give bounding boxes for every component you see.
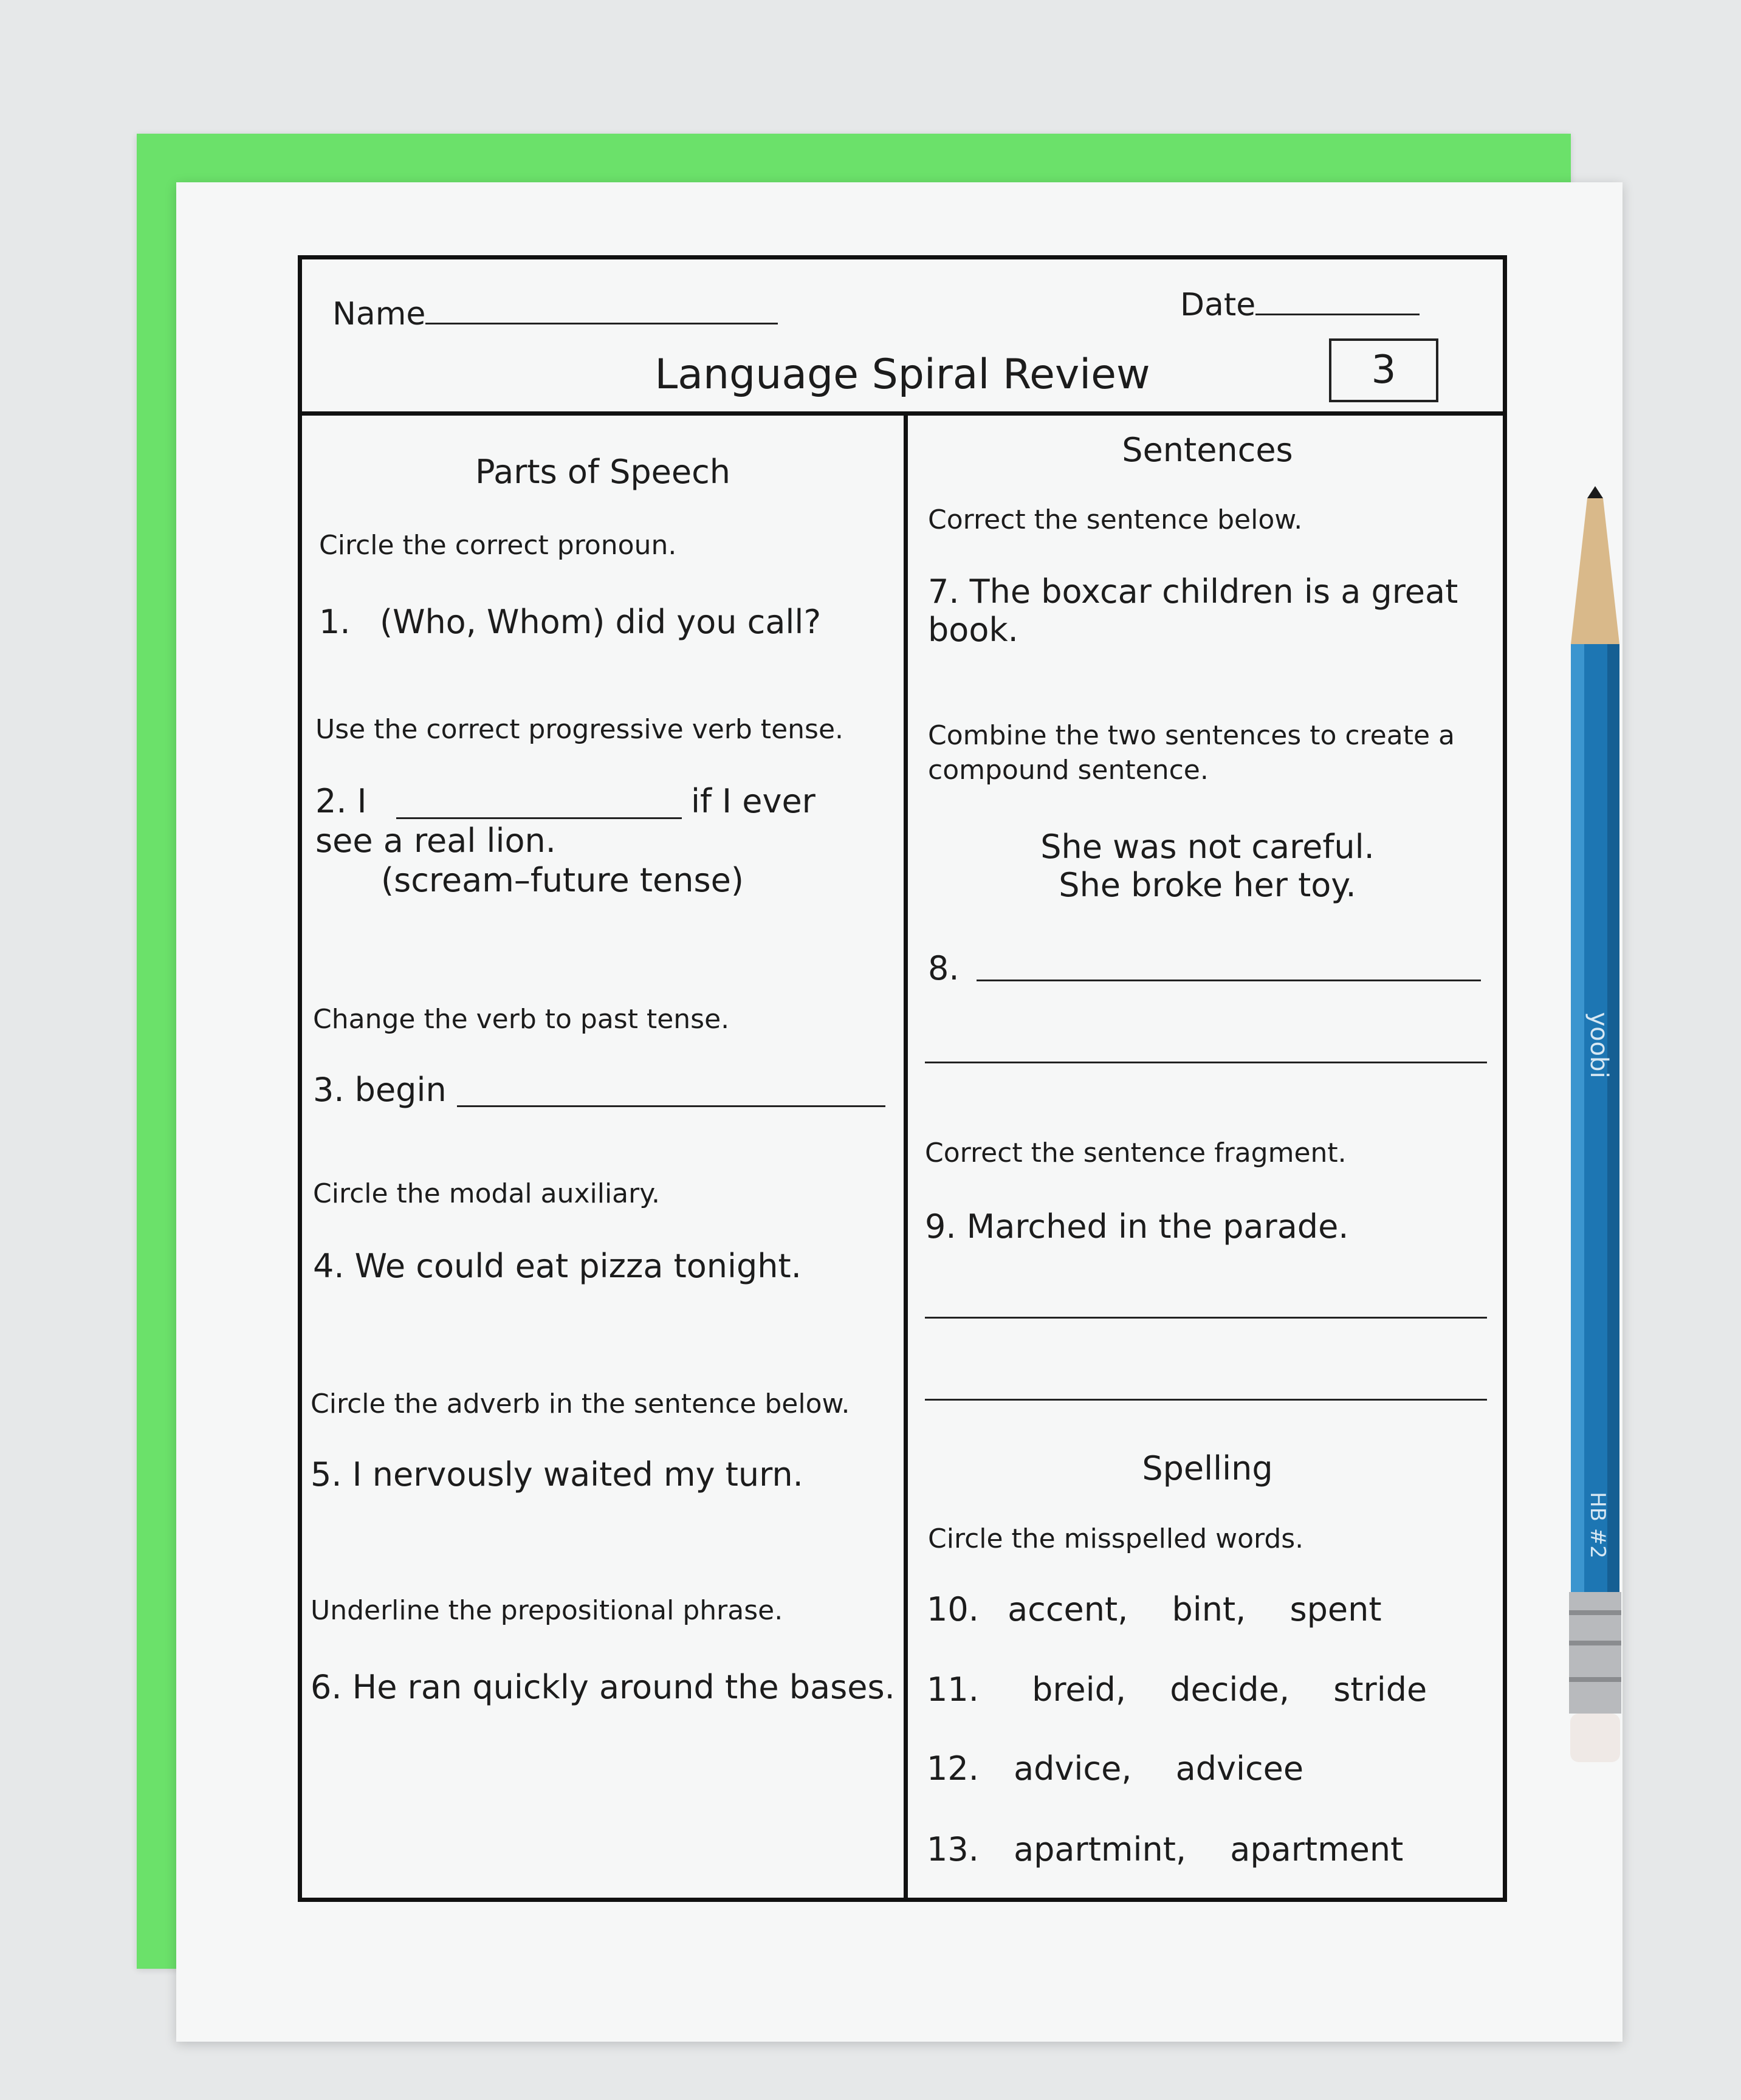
- item-2-answer-line: [396, 817, 682, 819]
- sentences-heading: Sentences: [1122, 431, 1293, 469]
- pencil: [1562, 486, 1629, 1774]
- item-4: 4. We could eat pizza tonight.: [313, 1247, 802, 1285]
- item-5: 5. I nervously waited my turn.: [311, 1455, 803, 1494]
- item-9-answer-line-1: [925, 1317, 1487, 1319]
- item-8-answer-line-1: [977, 980, 1481, 981]
- spelling-row-10: [927, 1590, 1382, 1628]
- worksheet-title: Language Spiral Review: [654, 351, 1150, 399]
- pencil-lead: [1587, 486, 1603, 498]
- instruction-prepositional: Underline the prepositional phrase.: [311, 1595, 783, 1626]
- instruction-pronoun: Circle the correct pronoun.: [319, 530, 677, 561]
- name-blank: [425, 323, 778, 324]
- spelling-word: spent: [1289, 1590, 1382, 1628]
- pencil-wood-tip: [1571, 498, 1619, 644]
- instruction-modal: Circle the modal auxiliary.: [313, 1178, 660, 1209]
- worksheet-number-box: 3: [1329, 338, 1438, 402]
- column-divider: [904, 411, 908, 1898]
- spelling-word: bint,: [1172, 1590, 1246, 1628]
- spelling-row-11: [927, 1670, 1427, 1709]
- spelling-word: stride: [1333, 1670, 1427, 1709]
- instruction-fragment: Correct the sentence fragment.: [925, 1138, 1347, 1168]
- spelling-word: apartmint,: [1014, 1830, 1187, 1868]
- item-7-line-2: book.: [928, 611, 1018, 649]
- date-field: [1180, 287, 1420, 323]
- name-label: Name: [332, 296, 426, 332]
- spelling-word: breid,: [1032, 1670, 1127, 1709]
- spelling-word: advicee: [1175, 1749, 1304, 1788]
- item-2-start: 2. I: [315, 782, 367, 820]
- instruction-combine-line-2: compound sentence.: [928, 755, 1209, 786]
- spelling-row-12: [927, 1749, 1303, 1788]
- combine-sentence-a: She was not careful.: [1040, 828, 1375, 866]
- instruction-verb-tense: Use the correct progressive verb tense.: [315, 714, 843, 745]
- spelling-row-number: 11.: [927, 1670, 979, 1709]
- combine-sentence-b: She broke her toy.: [1059, 866, 1356, 904]
- instruction-correct-sentence: Correct the sentence below.: [928, 504, 1303, 535]
- item-9-answer-line-2: [925, 1399, 1487, 1401]
- item-3: 3. begin: [313, 1071, 447, 1109]
- spelling-heading: Spelling: [1142, 1449, 1273, 1487]
- item-3-answer-line: [457, 1105, 885, 1107]
- pencil-eraser: [1570, 1714, 1620, 1762]
- item-2-hint: (scream–future tense): [381, 861, 744, 899]
- instruction-combine-line-1: Combine the two sentences to create a: [928, 720, 1455, 751]
- item-1-number: 1.: [319, 603, 351, 641]
- date-blank: [1255, 314, 1420, 315]
- instruction-misspelled: Circle the misspelled words.: [928, 1523, 1304, 1554]
- name-field: [332, 296, 778, 332]
- worksheet-header: [302, 259, 1503, 416]
- spelling-word: decide,: [1170, 1670, 1290, 1709]
- item-7-line-1: 7. The boxcar children is a great: [928, 572, 1458, 611]
- item-1-text: (Who, Whom) did you call?: [380, 603, 822, 641]
- item-9: 9. Marched in the parade.: [925, 1207, 1349, 1246]
- pencil-grade: HB #2: [1585, 1492, 1610, 1559]
- spelling-word: advice,: [1014, 1749, 1132, 1788]
- instruction-past-tense: Change the verb to past tense.: [313, 1004, 730, 1035]
- spelling-word: accent,: [1008, 1590, 1128, 1628]
- instruction-adverb: Circle the adverb in the sentence below.: [311, 1388, 850, 1419]
- spelling-row-number: 12.: [927, 1749, 979, 1788]
- item-2-line-2: see a real lion.: [315, 822, 556, 860]
- item-6: 6. He ran quickly around the bases.: [311, 1668, 895, 1706]
- spelling-word: apartment: [1230, 1830, 1404, 1868]
- item-2-end: if I ever: [691, 782, 816, 820]
- spelling-row-number: 10.: [927, 1590, 979, 1628]
- spelling-row-13: [927, 1830, 1403, 1868]
- worksheet-frame: [298, 255, 1507, 1902]
- pencil-brand: yoobi: [1585, 1012, 1613, 1079]
- date-label: Date: [1180, 287, 1256, 323]
- item-8-number: 8.: [928, 949, 960, 987]
- parts-of-speech-heading: Parts of Speech: [475, 453, 731, 491]
- item-8-answer-line-2: [925, 1062, 1487, 1063]
- spelling-row-number: 13.: [927, 1830, 979, 1868]
